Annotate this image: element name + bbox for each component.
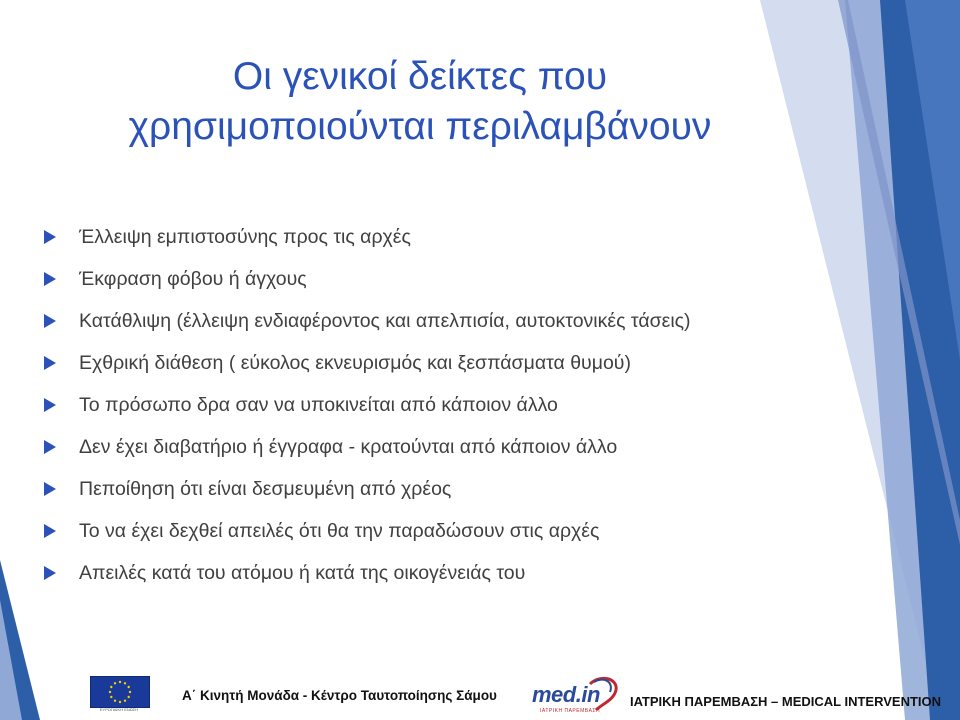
bullet-item <box>40 468 820 510</box>
bullet-text: Το πρόσωπο δρα σαν να υποκινείται από κάποιον άλλο <box>79 394 558 416</box>
bullet-text: Το να έχει δεχθεί απειλές ότι θα την παραδώσουν στις αρχές <box>79 520 600 542</box>
slide-title-line1: Οι γενικοί δείκτες που <box>232 55 608 98</box>
arrow-bullet-icon <box>44 272 56 286</box>
medin-logo-subtext: ΙΑΤΡΙΚΗ ΠΑΡΕΜΒΑΣΗ <box>540 708 601 714</box>
eu-stars-icon <box>91 677 149 707</box>
bullet-item <box>40 300 820 342</box>
bullet-text: Δεν έχει διαβατήριο ή έγγραφα - κρατούνται από κάποιον άλλο <box>79 436 618 458</box>
arrow-bullet-icon <box>44 230 56 244</box>
bullet-text: Πεποίθηση ότι είναι δεσμευμένη από χρέος <box>79 478 452 500</box>
bullet-list <box>40 216 820 594</box>
eu-caption: ΕΥΡΩΠΑΪΚΗ ΕΝΩΣΗ <box>99 707 139 712</box>
bullet-item <box>40 552 820 594</box>
slide-title-line2: χρησιμοποιούνται περιλαμβάνουν <box>128 105 712 148</box>
arrow-bullet-icon <box>44 566 56 580</box>
bullet-item <box>40 510 820 552</box>
eu-flag-icon <box>90 676 150 708</box>
bullet-item <box>40 216 820 258</box>
bullet-text: Κατάθλιψη (έλλειψη ενδιαφέροντος και απελπισία, αυτοκτονικές τάσεις) <box>79 310 691 332</box>
bullet-text: Εχθρική διάθεση ( εύκολος εκνευρισμός και ξεσπάσματα θυμού) <box>79 352 631 374</box>
arrow-bullet-icon <box>44 524 56 538</box>
footer-right-text: ΙΑΤΡΙΚΗ ΠΑΡΕΜΒΑΣΗ – MEDICAL INTERVENTION <box>630 694 942 709</box>
bullet-text: Έκφραση φόβου ή άγχους <box>79 268 307 290</box>
arrow-bullet-icon <box>44 398 56 412</box>
arrow-bullet-icon <box>44 440 56 454</box>
slide-title <box>40 52 800 152</box>
bullet-text: Απειλές κατά του ατόμου ή κατά της οικογένειάς του <box>79 562 526 584</box>
arrow-bullet-icon <box>44 314 56 328</box>
arrow-bullet-icon <box>44 356 56 370</box>
bullet-text: Έλλειψη εμπιστοσύνης προς τις αρχές <box>79 226 411 248</box>
medin-logo-text: med.in <box>532 682 600 707</box>
bullet-item <box>40 384 820 426</box>
bullet-item <box>40 426 820 468</box>
bullet-item <box>40 258 820 300</box>
arrow-bullet-icon <box>44 482 56 496</box>
bullet-item <box>40 342 820 384</box>
footer-unit-text: Α΄ Κινητή Μονάδα - Κέντρο Ταυτοποίησης Σάμου <box>182 688 497 703</box>
